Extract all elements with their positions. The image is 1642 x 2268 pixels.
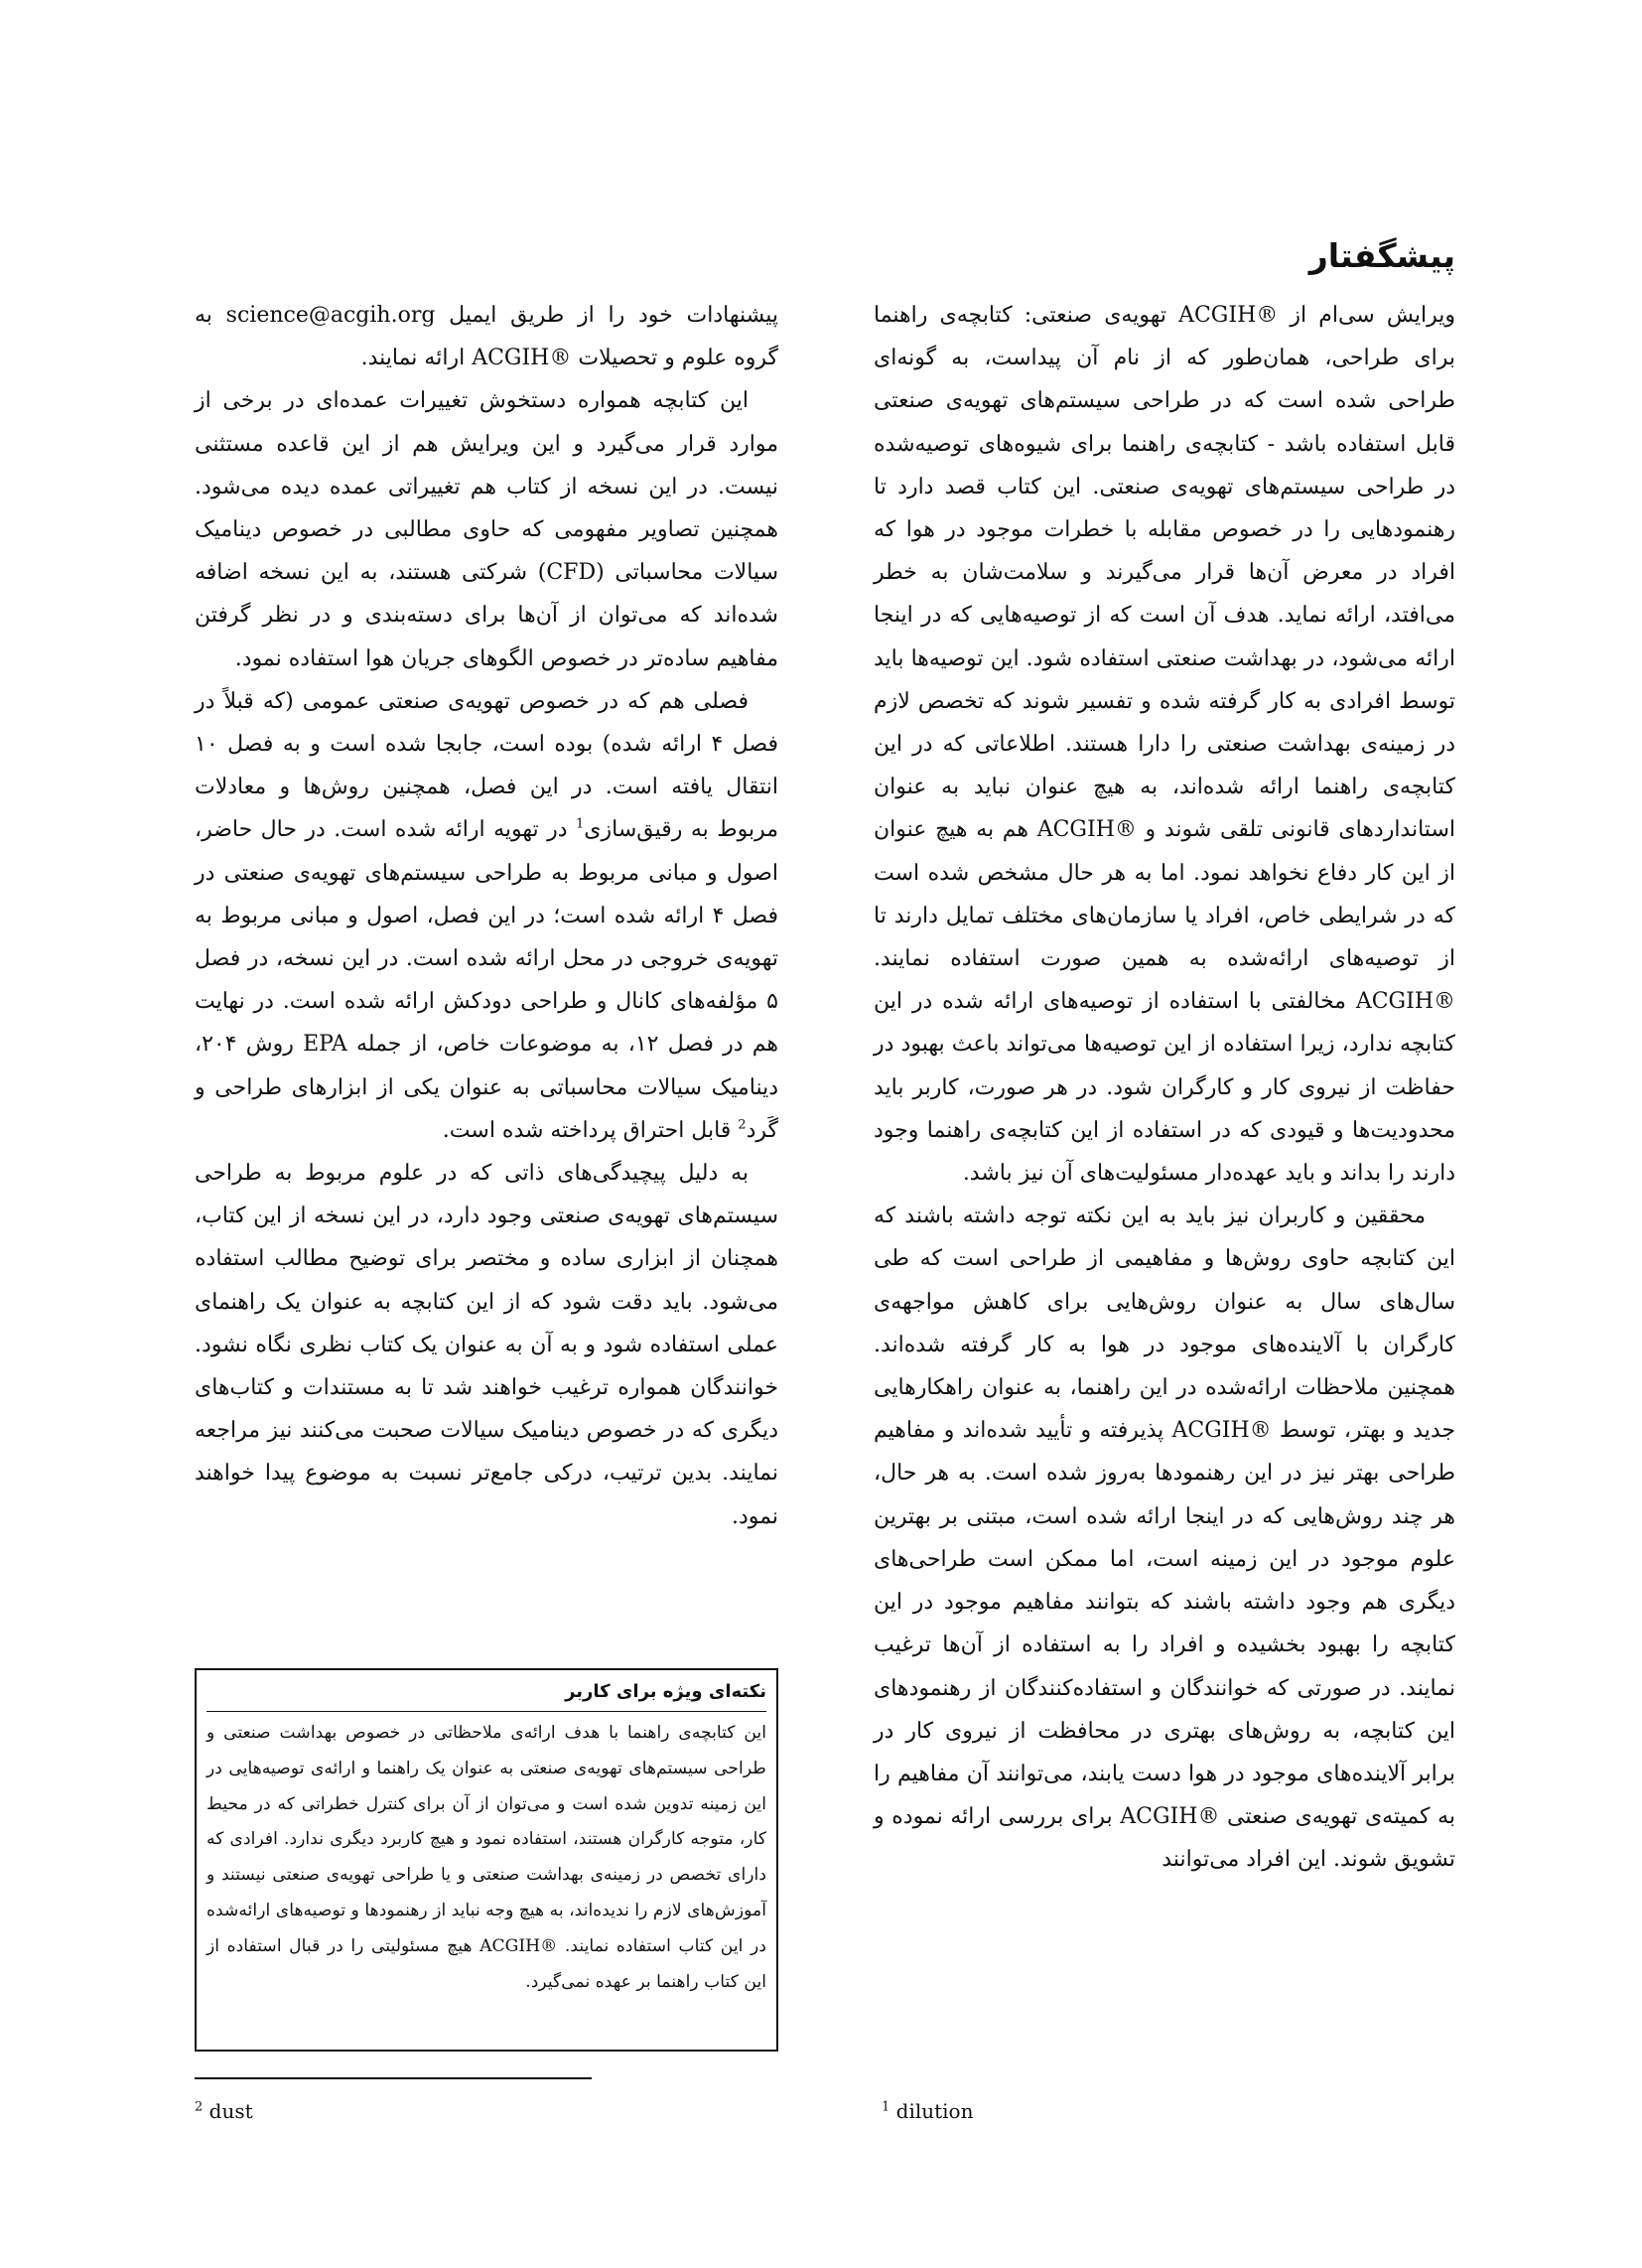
paragraph: محققین و کاربران نیز باید به این نکته توجه داشته باشند که این کتابچه حاوی روش‌ها و مفاهیمی از طراحی است که طی سال‌های سال به عنوان روش‌هایی برای کاهش مواجهه‌ی کارگران با آلاینده‌های موجود در هوا به کار گرفته شده‌اند. همچنین ملاحظات ارائه‌شده در این راهنما، به عنوان راهکارهایی جدید و بهتر، توسط ®ACGIH پذیرفته و تأیید شده‌اند و مفاهیم طراحی بهتر نیز در این رهنمودها به‌روز شده است. به هر حال، هر چند روش‌هایی که در اینجا ارائه شده است، مبتنی بر بهترین علوم موجود در این زمینه است، اما ممکن است طراحی‌های دیگری هم وجود داشته باشند که بتوانند مفاهیم موجود در این کتابچه را بهبود بخشیده و افراد را به استفاده از آن‌ها ترغیب نمایند. در صورتی که خوانندگان و استفاده‌کنندگان از رهنمودهای این کتابچه، به روش‌های بهتری در محافظت از نیروی کار در برابر آلاینده‌های موجود در هوا دست یابند، می‌توانند آن مفاهیم را به کمیته‌ی تهویه‌ی صنعتی ®ACGIH برای بررسی ارائه نموده و تشویق شوند. این افراد می‌توانند [874,1204,1455,1873]
paragraph: پیشنهادات خود را از طریق ایمیل science@acgih.org به گروه علوم و تحصیلات ®ACGIH ارائه نمایند. [195,303,778,371]
user-notice-box [195,1668,778,2052]
footnote-right [882,2099,973,2123]
paragraph: این کتابچه همواره دستخوش تغییرات عمده‌ای در برخی از موارد قرار می‌گیرد و این ویرایش هم از این قاعده مستثنی نیست. در این نسخه از کتاب هم تغییراتی عمده دیده می‌شود. همچنین تصاویر مفهومی که حاوی مطالبی در خصوص دینامیک سیالات محاسباتی (CFD) شرکتی هستند، به این نسخه اضافه شده‌اند که می‌توان از آن‌ها برای دسته‌بندی و در نظر گرفتن مفاهیم ساده‌تر در خصوص الگوهای جریان هوا استفاده نمود. [195,388,779,671]
footnote-number: 2 [195,2099,204,2115]
footnote-text: dilution [895,2099,974,2123]
footnote-text: dust [208,2099,253,2123]
left-column [195,294,778,1538]
paragraph-text: فصلی هم که در خصوص تهویه‌ی صنعتی عمومی (که قبلاً در فصل ۴ ارائه شده) بوده است، جابجا شده است و به فصل ۱۰ انتقال یافته است. در این فصل، همچنین روش‌ها و معادلات مربوط به رقیق‌سازی [195,688,779,843]
notice-heading: نکته‌ای ویژه برای کاربر [206,1676,766,1712]
paragraph-text: در تهویه ارائه شده است. در حال حاضر، اصول و مبانی مربوط به طراحی سیستم‌های تهویه‌ی صنعتی در فصل ۴ ارائه شده است؛ در این فصل، اصول و مبانی مربوط به تهویه‌ی خروجی در محل ارائه شده است. در این نسخه، در فصل ۵ مؤلفه‌های کانال و طراحی دودکش ارائه شده است. در نهایت هم در فصل ۱۲، به موضوعات خاص، از جمله EPA روش ۲۰۴، دینامیک سیالات محاسباتی به عنوان یکی از ابزارهای طراحی و گَرد [195,817,779,1143]
notice-body: این کتابچه‌ی راهنما با هدف ارائه‌ی ملاحظاتی در خصوص بهداشت صنعتی و طراحی سیستم‌های تهویه‌ی صنعتی به عنوان یک راهنما و ارائه‌ی توصیه‌هایی در این زمینه تدوین شده است و می‌توان از آن برای کنترل خطراتی که در محیط کار، متوجه کارگران هستند، استفاده نمود و هیچ کاربرد دیگری ندارد. افرادی که دارای تخصص در زمینه‌ی بهداشت صنعتی و یا طراحی تهویه‌ی صنعتی نیستند و آموزش‌های لازم را ندیده‌اند، به هیچ وجه نباید از رهنمودها و توصیه‌های ارائه‌شده در این کتاب استفاده نمایند. ®ACGIH هیچ مسئولیتی را در قبال استفاده از این کتاب راهنما بر عهده نمی‌گیرد. [206,1723,766,1992]
right-column [874,294,1455,1882]
paragraph-text: قابل احتراق پرداخته شده است. [442,1117,739,1143]
footnote-marker: 2 [738,1117,747,1133]
paragraph [195,680,778,1152]
footnote-left [195,2099,253,2123]
paragraph: به دلیل پیچیدگی‌های ذاتی که در علوم مربوط به طراحی سیستم‌های تهویه‌ی صنعتی وجود دارد، در این نسخه از این کتاب، همچنان از ابزاری ساده و مختصر برای توضیح مطالب استفاده می‌شود. باید دقت شود که از این کتابچه به عنوان یک راهنمای عملی استفاده شود و به آن به عنوان یک کتاب نظری نگاه نشود. خوانندگان همواره ترغیب خواهند شد تا به مستندات و کتاب‌های دیگری که در خصوص دینامیک سیالات صحبت می‌کنند نیز مراجعه نمایند. بدین ترتیب، درکی جامع‌تر نسبت به موضوع پیدا خواهند نمود. [195,1161,778,1529]
footnote-number: 1 [882,2099,890,2115]
paragraph: ویرایش سی‌ام از ®ACGIH تهویه‌ی صنعتی: کتابچه‌ی راهنما برای طراحی، همان‌طور که از نام آن پیداست، به گونه‌ای طراحی شده است که در طراحی سیستم‌های تهویه‌ی صنعتی قابل استفاده باشد - کتابچه‌ی راهنما برای شیوه‌های توصیه‌شده در طراحی سیستم‌های تهویه‌ی صنعتی. این کتاب قصد دارد تا رهنمودهایی را در خصوص مقابله با خطرات موجود در هوا که افراد در معرض آن‌ها قرار می‌گیرند و سلامت‌شان به خطر می‌افتد، ارائه نماید. هدف آن است که از توصیه‌هایی که در اینجا ارائه می‌شود، در بهداشت صنعتی استفاده شود. این توصیه‌ها باید توسط افرادی به کار گرفته شده و تفسیر شوند که تخصص لازم در زمینه‌ی بهداشت صنعتی را دارا هستند. اطلاعاتی که در این کتابچه‌ی راهنما ارائه شده‌اند، به هیچ عنوان نباید به عنوان استانداردهای قانونی تلقی شوند و ®ACGIH هم به هیچ عنوان از این کار دفاع نخواهد نمود. اما به هر حال مشخص شده است که در شرایطی خاص، افراد یا سازمان‌های مختلف تمایل دارند تا از توصیه‌های ارائه‌شده به همین صورت استفاده نمایند. ®ACGIH مخالفتی با استفاده از توصیه‌های ارائه شده در این کتابچه ندارد، زیرا استفاده از این توصیه‌ها می‌تواند باعث بهبود در حفاظت از نیروی کار و کارگران شود. در هر صورت، کاربر باید محدودیت‌ها و قیودی که در استفاده از این کتابچه‌ی راهنما وجود دارند را بداند و باید عهده‌دار مسئولیت‌های آن نیز باشد. [874,303,1455,1187]
footnote-marker: 1 [576,817,585,833]
footnote-divider [195,2077,592,2079]
page-title: پیشگفتار [1308,236,1455,275]
